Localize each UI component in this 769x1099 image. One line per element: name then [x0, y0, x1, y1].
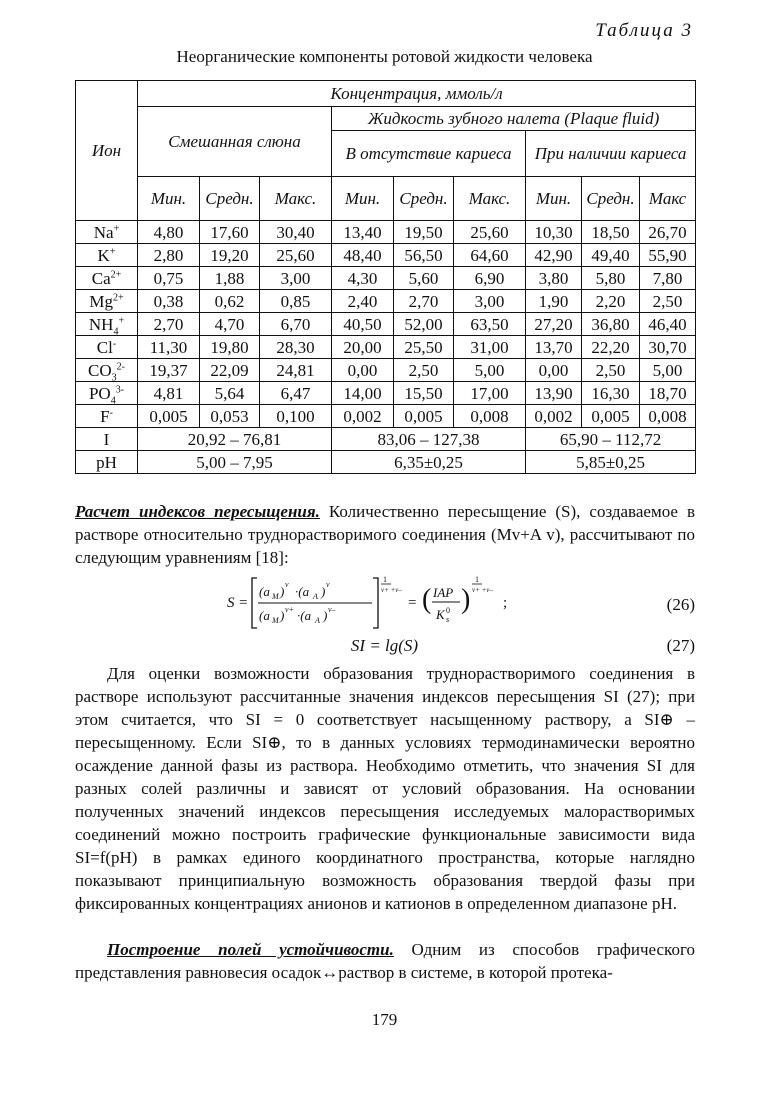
svg-text:·(a: ·(a [297, 608, 312, 623]
value-cell: 4,30 [332, 267, 394, 290]
value-cell: 25,60 [454, 221, 526, 244]
value-cell: 3,00 [260, 267, 332, 290]
svg-text:): ) [321, 584, 326, 599]
value-cell: 17,60 [200, 221, 260, 244]
value-cell: 1,90 [526, 290, 582, 313]
value-cell: 52,00 [394, 313, 454, 336]
ion-cell [76, 359, 138, 382]
value-cell: 30,40 [260, 221, 332, 244]
value-cell: 0,005 [138, 405, 200, 428]
value-cell: 28,30 [260, 336, 332, 359]
with-caries-header: При наличии кариеса [526, 131, 696, 177]
ion-charge: + [113, 222, 120, 234]
ion-subscript: 3 [111, 371, 117, 383]
ion-cell [76, 313, 138, 336]
table-row [76, 221, 696, 244]
value-cell: 25,60 [260, 244, 332, 267]
paragraph-text: Одним из способов графического представления равновесия осадок↔раствор в системе, в которой протека- [75, 940, 696, 982]
value-cell: 2,50 [582, 359, 640, 382]
svg-text:): ) [461, 584, 471, 615]
svg-text:v+: v+ [285, 605, 294, 614]
section-heading: Построение полей устойчивости. [107, 940, 394, 959]
range-cell: 65,90 – 112,72 [526, 428, 696, 451]
value-cell: 0,005 [582, 405, 640, 428]
ion-symbol: NH [88, 314, 114, 334]
ion-symbol: Na [93, 222, 114, 242]
svg-text:K: K [436, 607, 445, 622]
value-cell: 22,20 [582, 336, 640, 359]
svg-text:1: 1 [383, 575, 387, 584]
value-cell: 30,70 [640, 336, 696, 359]
min-header: Мин. [138, 177, 200, 221]
ion-symbol: F [100, 406, 110, 426]
table-label: Таблица 3 [595, 20, 693, 41]
range-cell: 5,00 – 7,95 [138, 451, 332, 474]
value-cell: 2,50 [640, 290, 696, 313]
section-heading: Расчет индексов пересыщения. [75, 502, 320, 521]
ion-charge: + [109, 245, 116, 257]
page-number: 179 [371, 1010, 398, 1029]
ion-header: Ион [76, 81, 138, 221]
svg-text:S: S [227, 595, 235, 611]
ion-charge: - [112, 337, 117, 349]
ion-cell [76, 221, 138, 244]
value-cell: 16,30 [582, 382, 640, 405]
range-cell: 83,06 – 127,38 [332, 428, 526, 451]
ion-cell [76, 290, 138, 313]
avg-header: Средн. [200, 177, 260, 221]
paragraph-si-explanation: Для оценки возможности образования труднорастворимого соединения в растворе используют рассчитанные значения индексов пересыщения SI (27); при этом считается, что SI = 0 соответствует насыщенному раствору, а SI⊕ – пересыщенному. Если SI⊕, то в данных условиях термодинамически вероятно осаждение данной фазы из раствора. Необходимо отметить, что значения SI для разных солей различны и зависят от условий образования. На основании полученных значений индексов пересыщения исследуемых малорастворимых соединений можно построить графические функциональные зависимости вида SI=f(pH) в рамках единого координатного пространства, которые наглядно показывают принципиальную возможность образования твердой фазы при фиксированных концентрациях анионов и катионов в определенном диапазоне pH. [75, 664, 695, 913]
svg-text:): ) [280, 608, 285, 623]
svg-text:(: ( [422, 584, 432, 615]
ion-charge: 2+ [112, 291, 124, 303]
value-cell: 2,70 [138, 313, 200, 336]
value-cell: 7,80 [640, 267, 696, 290]
value-cell: 6,70 [260, 313, 332, 336]
paragraph-text: Количественно пересыщение (S), создаваемое в растворе относительно труднорастворимого соединения (Mv+A v), рассчитывают по следующим уравнениям [18]: [75, 502, 695, 567]
value-cell: 5,64 [200, 382, 260, 405]
ion-subscript: 4 [113, 325, 119, 337]
ion-cell: pH [76, 451, 138, 474]
value-cell: 4,80 [138, 221, 200, 244]
value-cell: 6,47 [260, 382, 332, 405]
svg-text:A: A [315, 616, 320, 625]
table-row [76, 313, 696, 336]
value-cell: 49,40 [582, 244, 640, 267]
value-cell: 19,80 [200, 336, 260, 359]
table-row [76, 267, 696, 290]
svg-text:(a: (a [259, 584, 270, 599]
data-table [75, 80, 696, 474]
plaque-fluid-header: Жидкость зубного налета (Plaque fluid) [332, 107, 696, 131]
equation-number-26: (26) [666, 595, 695, 614]
table-row [76, 451, 696, 474]
value-cell: 26,70 [640, 221, 696, 244]
value-cell: 0,005 [394, 405, 454, 428]
value-cell: 6,90 [454, 267, 526, 290]
ion-cell [76, 244, 138, 267]
mixed-saliva-header: Смешанная слюна [138, 107, 332, 177]
ion-cell [76, 336, 138, 359]
value-cell: 3,00 [454, 290, 526, 313]
ion-charge: + [118, 314, 125, 326]
table-caption: Неорганические компоненты ротовой жидкости человека [176, 47, 593, 66]
value-cell: 25,50 [394, 336, 454, 359]
svg-text:=: = [408, 595, 417, 611]
ion-symbol: Ca [91, 268, 111, 288]
table-row [76, 336, 696, 359]
value-cell: 0,053 [200, 405, 260, 428]
value-cell: 13,40 [332, 221, 394, 244]
value-cell: 0,38 [138, 290, 200, 313]
value-cell: 13,70 [526, 336, 582, 359]
max-header: Макс. [260, 177, 332, 221]
value-cell: 64,60 [454, 244, 526, 267]
svg-text:s: s [446, 615, 450, 624]
value-cell: 2,70 [394, 290, 454, 313]
ion-symbol: Cl [96, 337, 113, 357]
value-cell: 2,80 [138, 244, 200, 267]
ion-charge: 2+ [110, 268, 122, 280]
value-cell: 4,70 [200, 313, 260, 336]
svg-text:M: M [272, 592, 279, 601]
value-cell: 14,00 [332, 382, 394, 405]
value-cell: 46,40 [640, 313, 696, 336]
equation-number-27: (27) [666, 636, 695, 655]
value-cell: 48,40 [332, 244, 394, 267]
value-cell: 2,20 [582, 290, 640, 313]
value-cell: 5,00 [454, 359, 526, 382]
value-cell: 19,50 [394, 221, 454, 244]
no-caries-header: В отсутствие кариеса [332, 131, 526, 177]
range-cell: 20,92 – 76,81 [138, 428, 332, 451]
value-cell: 10,30 [526, 221, 582, 244]
ion-symbol: Mg [89, 291, 113, 311]
svg-text:): ) [280, 584, 285, 599]
avg-header: Средн. [394, 177, 454, 221]
svg-text:A: A [313, 592, 318, 601]
ion-symbol: K [97, 245, 110, 265]
value-cell: 0,62 [200, 290, 260, 313]
min-header: Мин. [526, 177, 582, 221]
value-cell: 56,50 [394, 244, 454, 267]
value-cell: 19,20 [200, 244, 260, 267]
svg-text:=: = [239, 595, 248, 611]
min-header: Мин. [332, 177, 394, 221]
value-cell: 36,80 [582, 313, 640, 336]
svg-text:(a: (a [259, 608, 270, 623]
ion-symbol: PO [88, 383, 111, 403]
value-cell: 5,80 [582, 267, 640, 290]
formula-26 [225, 570, 545, 634]
value-cell: 0,00 [526, 359, 582, 382]
ion-charge: - [109, 406, 113, 418]
value-cell: 19,37 [138, 359, 200, 382]
svg-text:): ) [323, 608, 328, 623]
value-cell: 0,100 [260, 405, 332, 428]
value-cell: 1,88 [200, 267, 260, 290]
value-cell: 40,50 [332, 313, 394, 336]
svg-text:v: v [326, 580, 330, 589]
ion-cell [76, 405, 138, 428]
value-cell: 27,20 [526, 313, 582, 336]
value-cell: 31,00 [454, 336, 526, 359]
value-cell: 2,50 [394, 359, 454, 382]
value-cell: 55,90 [640, 244, 696, 267]
table-row [76, 382, 696, 405]
ion-cell [76, 382, 138, 405]
value-cell: 0,008 [640, 405, 696, 428]
value-cell: 5,60 [394, 267, 454, 290]
svg-text:IAP: IAP [433, 585, 454, 600]
range-cell: 6,35±0,25 [332, 451, 526, 474]
svg-text:v+ +v–: v+ +v– [381, 586, 402, 594]
table-row [76, 359, 696, 382]
svg-text:M: M [272, 616, 279, 625]
value-cell: 24,81 [260, 359, 332, 382]
value-cell: 15,50 [394, 382, 454, 405]
value-cell: 0,75 [138, 267, 200, 290]
avg-header: Средн. [582, 177, 640, 221]
ion-charge: 2- [116, 360, 125, 372]
equation-27: SI = lg(S) [350, 636, 419, 655]
ion-cell [76, 267, 138, 290]
value-cell: 0,002 [332, 405, 394, 428]
concentration-header: Концентрация, ммоль/л [138, 81, 696, 107]
svg-text:v–: v– [328, 605, 336, 614]
ion-charge: 3- [115, 383, 125, 395]
max-header: Макс. [454, 177, 526, 221]
value-cell: 0,85 [260, 290, 332, 313]
max-header: Макс [640, 177, 696, 221]
value-cell: 18,50 [582, 221, 640, 244]
table-row [76, 405, 696, 428]
table-row [76, 244, 696, 267]
table-row [76, 428, 696, 451]
value-cell: 63,50 [454, 313, 526, 336]
value-cell: 0,002 [526, 405, 582, 428]
svg-text:v+ +v–: v+ +v– [472, 586, 493, 594]
paragraph-stability-fields [75, 938, 695, 984]
value-cell: 17,00 [454, 382, 526, 405]
value-cell: 4,81 [138, 382, 200, 405]
value-cell: 0,008 [454, 405, 526, 428]
svg-text:1: 1 [475, 575, 479, 584]
svg-text:v: v [285, 580, 289, 589]
svg-text:;: ; [503, 595, 508, 611]
ion-subscript: 4 [110, 394, 116, 406]
table-row [76, 290, 696, 313]
value-cell: 0,00 [332, 359, 394, 382]
ion-cell: I [76, 428, 138, 451]
value-cell: 11,30 [138, 336, 200, 359]
value-cell: 2,40 [332, 290, 394, 313]
svg-text:0: 0 [446, 606, 450, 615]
value-cell: 22,09 [200, 359, 260, 382]
paragraph-supersaturation [75, 500, 695, 569]
value-cell: 3,80 [526, 267, 582, 290]
table-body [76, 221, 696, 474]
value-cell: 5,00 [640, 359, 696, 382]
svg-text:·(a: ·(a [295, 584, 310, 599]
value-cell: 42,90 [526, 244, 582, 267]
value-cell: 20,00 [332, 336, 394, 359]
value-cell: 13,90 [526, 382, 582, 405]
value-cell: 18,70 [640, 382, 696, 405]
range-cell: 5,85±0,25 [526, 451, 696, 474]
ion-symbol: CO [88, 360, 112, 380]
